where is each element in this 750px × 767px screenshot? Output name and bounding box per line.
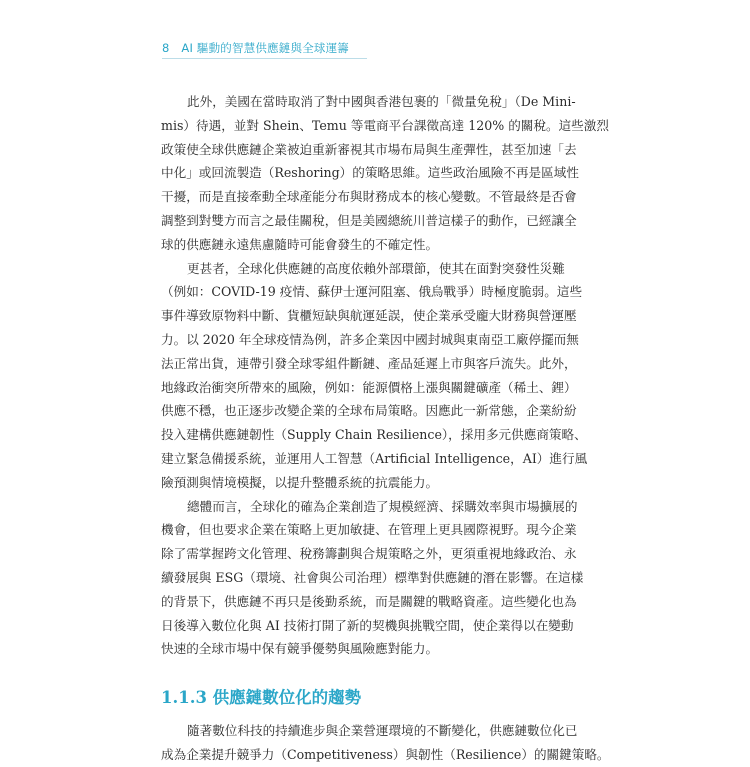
page-body bbox=[161, 90, 610, 767]
text-line: 此外，美國在當時取消了對中國與香港包裹的「微量免稅」（De Mini- bbox=[187, 94, 576, 109]
text-line: 除了需掌握跨文化管理、稅務籌劃與合規策略之外，更須重視地緣政治、永 bbox=[161, 546, 577, 562]
text-line: 干擾，而是直接牽動全球產能分布與財務成本的核心變數。不管最終是否會 bbox=[161, 189, 577, 205]
paragraph-4 bbox=[161, 719, 610, 767]
text-line: 供應不穩，也正逐步改變企業的全球布局策略。因應此一新常態，企業紛紛 bbox=[161, 403, 577, 419]
text-line: 更甚者，全球化供應鏈的高度依賴外部環節，使其在面對突發性災難 bbox=[187, 260, 565, 276]
text-line: 力。以 2020 年全球疫情為例，許多企業因中國封城與東南亞工廠停擺而無 bbox=[161, 331, 579, 347]
text-line: 事件導致原物料中斷、貨櫃短缺與航運延誤，使企業承受龐大財務與營運壓 bbox=[161, 308, 577, 324]
text-line: 快速的全球市場中保有競爭優勢與風險應對能力。 bbox=[161, 641, 439, 657]
page-number: 8 bbox=[162, 41, 170, 55]
section-heading: 1.1.3 供應鏈數位化的趨勢 bbox=[161, 688, 362, 708]
paragraph-1 bbox=[161, 90, 609, 257]
text-line: 險預測與情境模擬，以提升整體系統的抗震能力。 bbox=[161, 474, 439, 490]
running-header bbox=[162, 40, 349, 56]
text-line: 總體而言，全球化的確為企業創造了規模經濟、採購效率與市場擴展的 bbox=[187, 498, 578, 514]
header-divider bbox=[162, 58, 367, 59]
text-line: 的背景下，供應鏈不再只是後勤系統，而是關鍵的戰略資產。這些變化也為 bbox=[161, 593, 577, 609]
text-line: mis）待遇，並對 Shein、Temu 等電商平台課徵高達 120% 的關稅。這些激烈 bbox=[161, 117, 609, 133]
text-line: 成為企業提升競爭力（Competitiveness）與韌性（Resilience）的關鍵策略。 bbox=[161, 746, 610, 762]
paragraph-2 bbox=[161, 257, 588, 495]
text-line: 日後導入數位化與 AI 技術打開了新的契機與挑戰空間，使企業得以在變動 bbox=[161, 617, 574, 633]
text-line: 機會，但也要求企業在策略上更加敏捷、在管理上更具國際視野。現今企業 bbox=[161, 522, 577, 538]
text-line: 隨著數位科技的持續進步與企業營運環境的不斷變化，供應鏈數位化已 bbox=[187, 723, 578, 739]
text-line: 建立緊急備援系統，並運用人工智慧（Artificial Intelligence，AI）進行風 bbox=[161, 450, 588, 466]
text-line: 球的供應鏈永遠焦慮隨時可能會發生的不確定性。 bbox=[161, 236, 439, 252]
paragraph-3 bbox=[161, 495, 584, 662]
text-line: 中化」或回流製造（Reshoring）的策略思維。這些政治風險不再是區域性 bbox=[161, 165, 579, 181]
text-line: 調整到對雙方而言之最佳關稅，但是美國總統川普這樣子的動作，已經讓全 bbox=[161, 212, 577, 228]
text-line: 投入建構供應鏈韌性（Supply Chain Resilience），採用多元供應商策略、 bbox=[161, 427, 587, 443]
text-line: 續發展與 ESG（環境、社會與公司治理）標準對供應鏈的潛在影響。在這樣 bbox=[161, 569, 584, 585]
text-line: 政策使全球供應鏈企業被迫重新審視其市場布局與生產彈性，甚至加速「去 bbox=[161, 141, 577, 157]
text-line: 地緣政治衝突所帶來的風險，例如：能源價格上漲與關鍵礦產（稀土、鋰） bbox=[161, 379, 577, 395]
chapter-title: AI 驅動的智慧供應鏈與全球運籌 bbox=[181, 41, 350, 55]
text-line: （例如：COVID-19 疫情、蘇伊士運河阻塞、俄烏戰爭）時極度脆弱。這些 bbox=[161, 284, 583, 300]
text-line: 法正常出貨，連帶引發全球零組件斷鏈、產品延遲上市與客戶流失。此外， bbox=[161, 355, 577, 371]
